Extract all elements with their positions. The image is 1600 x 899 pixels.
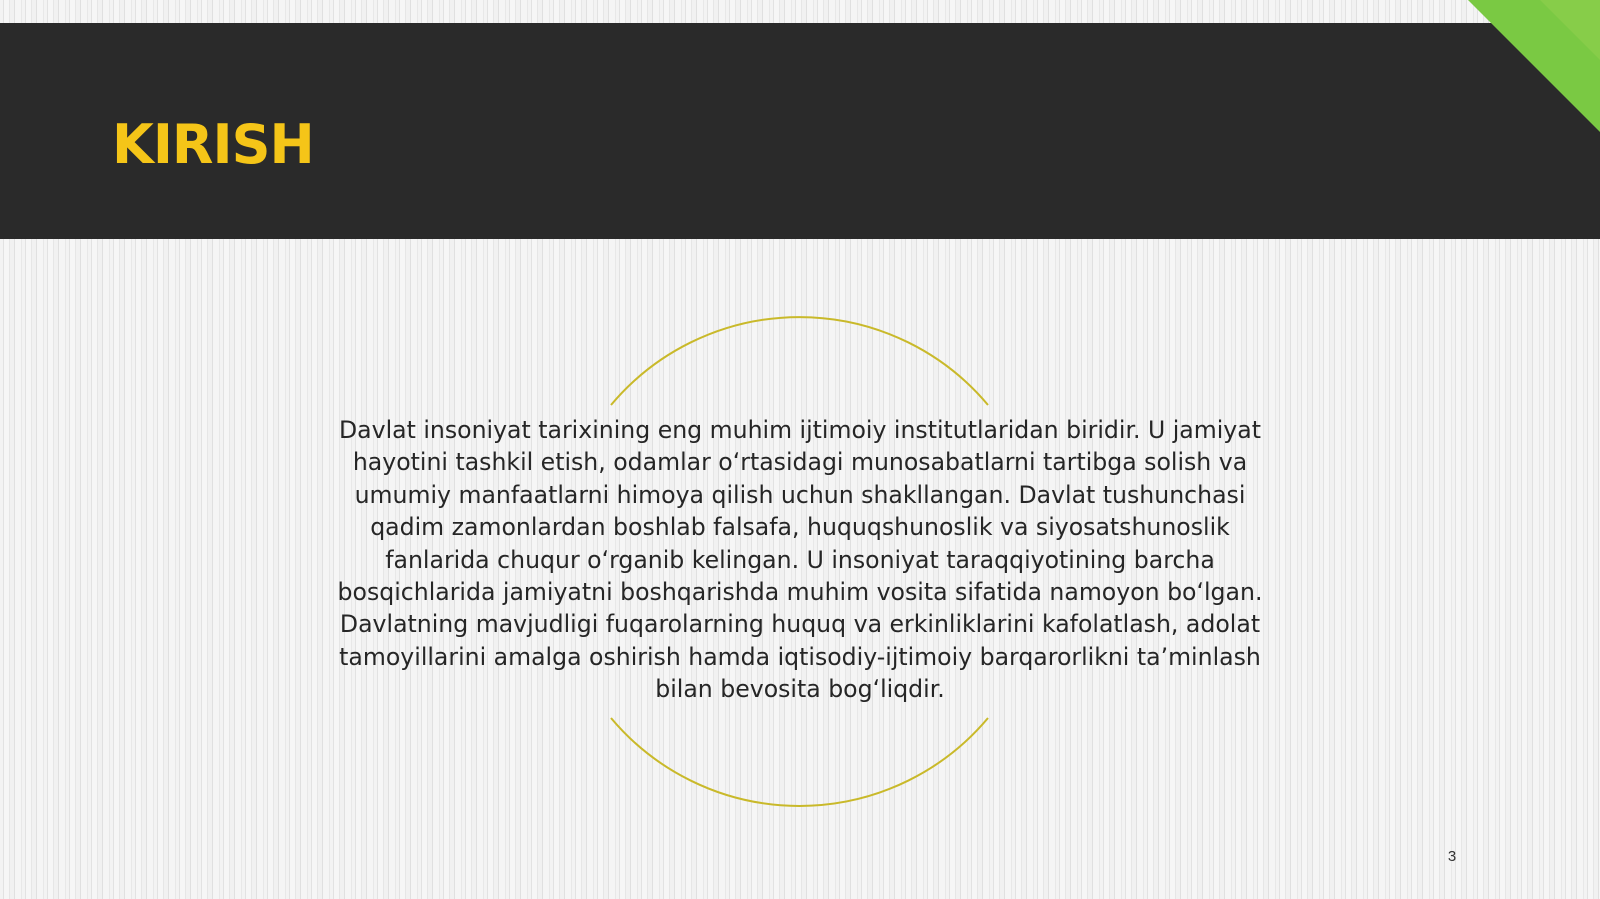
- slide-body-text: Davlat insoniyat tarixining eng muhim ijtimoiy institutlaridan biridir. U jamiyat hayotini tashkil etish, odamlar oʻrtasidagi munosabatlarni tartibga solish va umumiy manfaatlarni himoya qilish uchun shakllangan. Davlat tushunchasi qadim zamonlardan boshlab falsafa, huquqshunoslik va siyosatshunoslik fanlarida chuqur oʻrganib kelingan. U insoniyat taraqqiyotining barcha bosqichlarida jamiyatni boshqarishda muhim vosita sifatida namoyon boʻlgan. Davlatning mavjudligi fuqarolarning huquq va erkinliklarini kafolatlash, adolat tamoyillarini amalga oshirish hamda iqtisodiy-ijtimoiy barqarorlikni taʼminlash bilan bevosita bogʻliqdir.: [337, 416, 1263, 704]
- page-number: 3: [1447, 848, 1457, 865]
- top-arc: [611, 317, 988, 405]
- bottom-arc: [611, 718, 988, 806]
- corner-accent-shade: [1540, 0, 1600, 60]
- slide-title: KIRISH: [112, 113, 314, 176]
